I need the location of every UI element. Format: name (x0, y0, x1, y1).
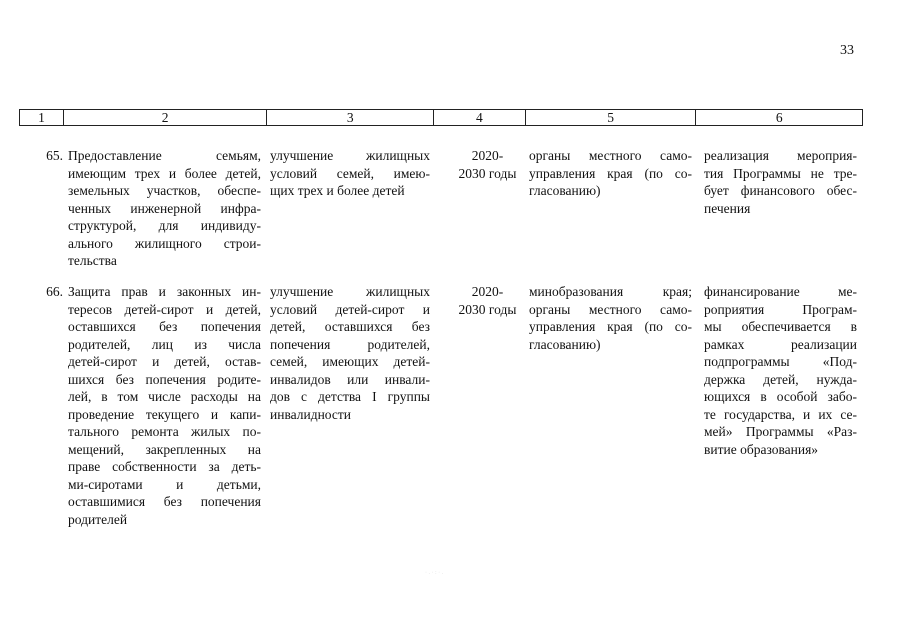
cell-text-line: праве собственности за деть- (68, 459, 261, 474)
cell-text-line: подпрограммы «Под- (704, 354, 857, 369)
scan-artifact: · . · : · . (425, 570, 444, 576)
cell-text-line: ми-сиротами и детьми, (68, 476, 261, 492)
cell-text-line: тия Программы не тре- (704, 165, 857, 181)
cell-text-line: управления края (по со- (529, 319, 692, 334)
financing-note (704, 147, 857, 217)
implementation-period (440, 283, 535, 318)
cell-text-line: мы обеспечивается в (704, 319, 857, 334)
cell-text-line: Предоставление семьям, (68, 148, 261, 163)
header-cell-3: 3 (267, 110, 434, 125)
cell-text-line: 2030 годы (458, 301, 517, 317)
financing-note (704, 283, 857, 458)
responsible-executors (529, 147, 692, 200)
cell-text-line: родителей, лиц из числа (68, 336, 261, 352)
cell-text-line: печения (704, 200, 751, 216)
cell-text-line: реализация мероприя- (704, 148, 857, 163)
cell-text-line: родителей (68, 511, 128, 527)
row-number: 66. (46, 284, 63, 299)
cell-text-line: 2020- (471, 284, 504, 299)
page-number: 33 (840, 43, 854, 58)
cell-text-line: те государства, и их се- (704, 406, 857, 422)
cell-text-line: инвалидов или инвали- (270, 371, 430, 387)
cell-text-line: инвалидности (270, 406, 352, 422)
cell-text-line: дов с детства I группы (270, 389, 430, 404)
cell-text-line: минобразования края; (529, 284, 692, 299)
header-cell-6: 6 (775, 110, 783, 125)
cell-text-line: 2030 годы (458, 165, 517, 181)
cell-text-line: лей, в том числе расходы на (68, 389, 261, 404)
expected-result (270, 283, 430, 423)
cell-text-line: Защита прав и законных ин- (68, 284, 261, 299)
cell-text-line: тального ремонта жилых по- (68, 424, 261, 439)
header-cell-4: 4 (434, 110, 526, 125)
cell-text-line: витие образования» (704, 441, 819, 457)
cell-text-line: условий семей, имею- (270, 165, 430, 181)
cell-text-line: семей, имеющих детей- (270, 354, 430, 369)
header-cell-5: 5 (526, 110, 697, 125)
measure-description (68, 283, 261, 528)
row-number: 65. (46, 148, 63, 163)
cell-text-line: бует финансового обес- (704, 183, 857, 198)
cell-text-line: держка детей, нужда- (704, 371, 857, 387)
cell-text-line: детей, оставшихся без (270, 319, 430, 334)
header-cell-2: 2 (64, 110, 268, 125)
cell-text-line: тересов детей-сирот и детей, (68, 301, 261, 317)
table-header-row (19, 109, 863, 126)
cell-text-line: гласованию) (529, 183, 601, 198)
header-cell-1: 1 (20, 110, 64, 125)
cell-text-line: проведение текущего и капи- (68, 406, 261, 422)
cell-text-line: органы местного само- (529, 301, 692, 317)
cell-text-line: управления края (по со- (529, 165, 692, 181)
cell-text-line: гласованию) (529, 336, 601, 352)
cell-text-line: финансирование ме- (704, 284, 857, 299)
cell-text-line: щих трех и более детей (270, 183, 405, 198)
cell-text-line: рамках реализации (704, 336, 857, 352)
cell-text-line: структурой, для индивиду- (68, 218, 261, 233)
cell-text-line: оставшихся без попечения (68, 319, 261, 334)
cell-text-line: ющихся в особой забо- (704, 389, 857, 404)
expected-result (270, 147, 430, 200)
cell-text-line: роприятия Програм- (704, 301, 857, 317)
cell-text-line: мещений, закрепленных на (68, 441, 261, 457)
cell-text-line: попечения родителей, (270, 336, 430, 352)
cell-text-line: имеющим трех и более детей, (68, 165, 261, 181)
cell-text-line: условий детей-сирот и (270, 301, 430, 317)
cell-text-line: ченных инженерной инфра- (68, 200, 261, 216)
cell-text-line: земельных участков, обеспе- (68, 183, 261, 198)
measure-description (68, 147, 261, 270)
cell-text-line: органы местного само- (529, 148, 692, 163)
cell-text-line: улучшение жилищных (270, 148, 430, 163)
implementation-period (440, 147, 535, 182)
cell-text-line: ального жилищного строи- (68, 235, 261, 251)
cell-text-line: 2020- (471, 148, 504, 163)
responsible-executors (529, 283, 692, 353)
cell-text-line: мей» Программы «Раз- (704, 424, 857, 439)
cell-text-line: тельства (68, 253, 117, 268)
cell-text-line: оставшимися без попечения (68, 494, 261, 509)
cell-text-line: детей-сирот и детей, остав- (68, 354, 261, 369)
cell-text-line: улучшение жилищных (270, 284, 430, 299)
cell-text-line: шихся без попечения родите- (68, 371, 261, 387)
